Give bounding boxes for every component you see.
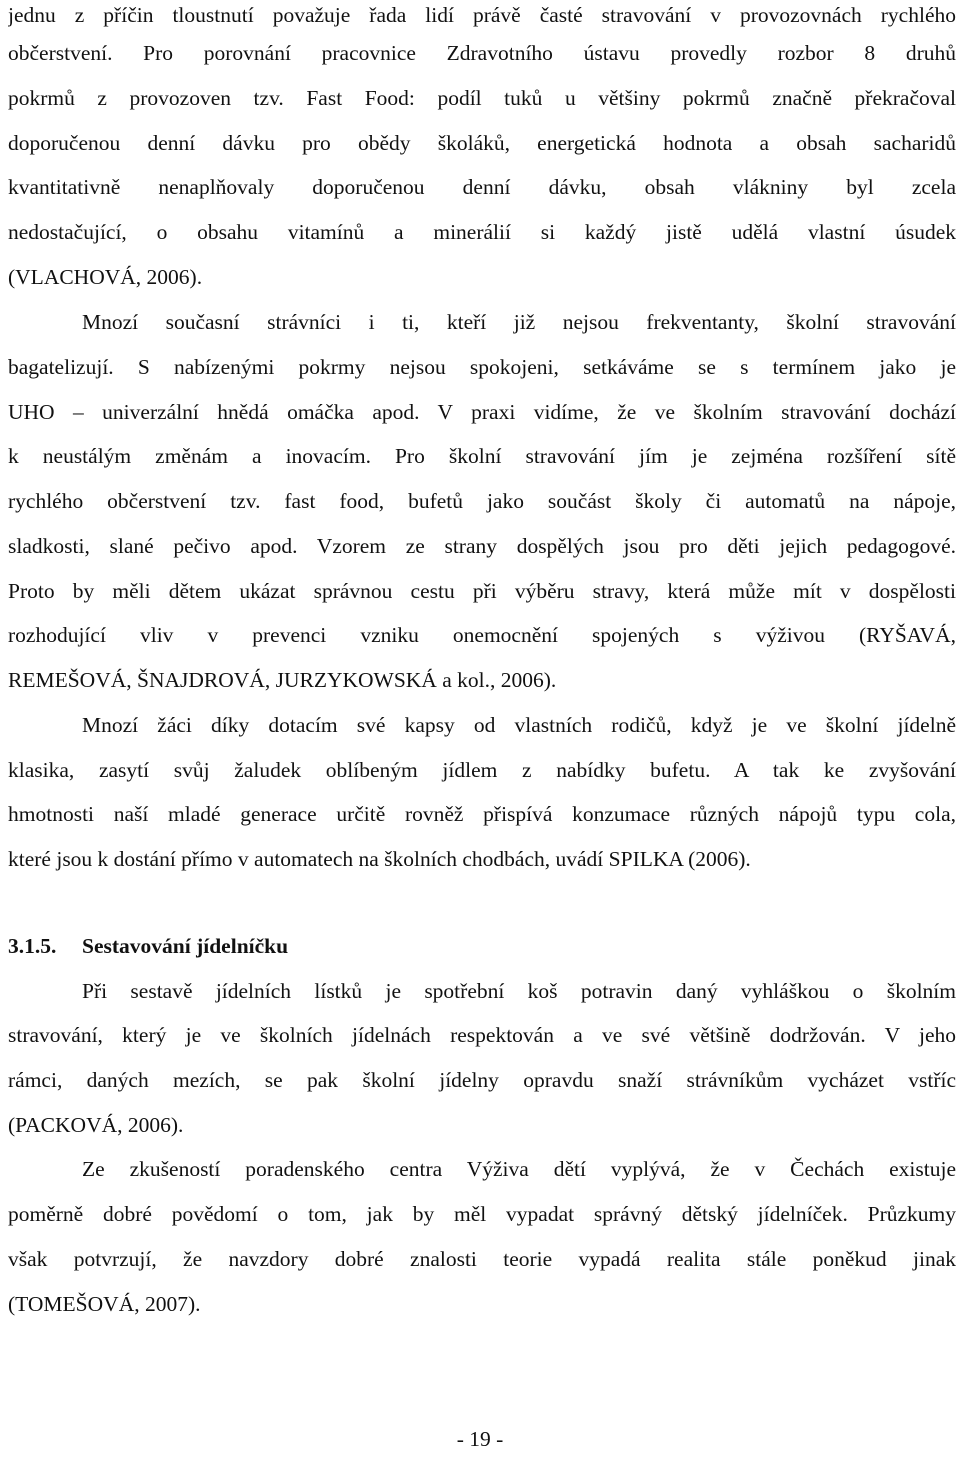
text-line: občerstvení. Pro porovnání pracovnice Zdravotního ústavu provedly rozbor 8 druhů <box>8 41 956 65</box>
text-line: nedostačující, o obsahu vitamínů a minerálií si každý jistě udělá vlastní úsudek <box>8 220 956 244</box>
section-number: 3.1.5. <box>8 934 57 958</box>
text-line: (VLACHOVÁ, 2006). <box>8 265 203 289</box>
text-line: rámci, daných mezích, se pak školní jídelny opravdu snaží strávníkům vycházet vstříc <box>8 1068 956 1092</box>
text-line: hmotnosti naší mladé generace určitě rovněž přispívá konzumace různých nápojů typu cola, <box>8 802 956 826</box>
text-line: Ze zkušeností poradenského centra Výživa dětí vyplývá, že v Čechách existuje <box>82 1157 956 1181</box>
text-line: k neustálým změnám a inovacím. Pro školní stravování jím je zejména rozšíření sítě <box>8 444 956 468</box>
text-line: poměrně dobré povědomí o tom, jak by měl vypadat správný dětský jídelníček. Průzkumy <box>8 1202 956 1226</box>
text-line: bagatelizují. S nabízenými pokrmy nejsou spokojeni, setkáváme se s termínem jako je <box>8 355 956 379</box>
text-line: REMEŠOVÁ, ŠNAJDROVÁ, JURZYKOWSKÁ a kol., 2006). <box>8 668 557 692</box>
section-heading <box>8 931 608 961</box>
text-line: rychlého občerstvení tzv. fast food, bufetů jako součást školy či automatů na nápoje, <box>8 489 956 513</box>
page-number: - 19 - <box>456 1427 504 1451</box>
section-title: Sestavování jídelníčku <box>82 934 289 958</box>
text-line: Proto by měli dětem ukázat správnou cestu při výběru stravy, která může mít v dospělosti <box>8 579 956 603</box>
text-line: Mnozí současní strávníci i ti, kteří již nejsou frekventanty, školní stravování <box>82 310 956 334</box>
text-line: Při sestavě jídelních lístků je spotřební koš potravin daný vyhláškou o školním <box>82 979 956 1003</box>
text-line: doporučenou denní dávku pro obědy školáků, energetická hodnota a obsah sacharidů <box>8 131 956 155</box>
text-line: pokrmů z provozoven tzv. Fast Food: podíl tuků u většiny pokrmů značně překračoval <box>8 86 956 110</box>
text-line: jednu z příčin tloustnutí považuje řada lidí právě časté stravování v provozovnách rychlého <box>8 3 956 27</box>
text-line: sladkosti, slané pečivo apod. Vzorem ze strany dospělých jsou pro děti jejich pedagogové. <box>8 534 956 558</box>
text-line: kvantitativně nenaplňovaly doporučenou denní dávku, obsah vlákniny byl zcela <box>8 175 956 199</box>
text-line: rozhodující vliv v prevenci vzniku onemocnění spojených s výživou (RYŠAVÁ, <box>8 623 956 647</box>
text-line: klasika, zasytí svůj žaludek oblíbeným jídlem z nabídky bufetu. A tak ke zvyšování <box>8 758 956 782</box>
text-line: které jsou k dostání přímo v automatech na školních chodbách, uvádí SPILKA (2006). <box>8 847 751 871</box>
text-line: UHO – univerzální hnědá omáčka apod. V praxi vidíme, že ve školním stravování dochází <box>8 400 956 424</box>
text-line: stravování, který je ve školních jídelnách respektován a ve své většině dodržován. V jeho <box>8 1023 956 1047</box>
text-line: (TOMEŠOVÁ, 2007). <box>8 1292 201 1316</box>
text-line: však potvrzují, že navzdory dobré znalosti teorie vypadá realita stále poněkud jinak <box>8 1247 956 1271</box>
text-line: Mnozí žáci díky dotacím své kapsy od vlastních rodičů, když je ve školní jídelně <box>82 713 956 737</box>
text-line: (PACKOVÁ, 2006). <box>8 1113 184 1137</box>
